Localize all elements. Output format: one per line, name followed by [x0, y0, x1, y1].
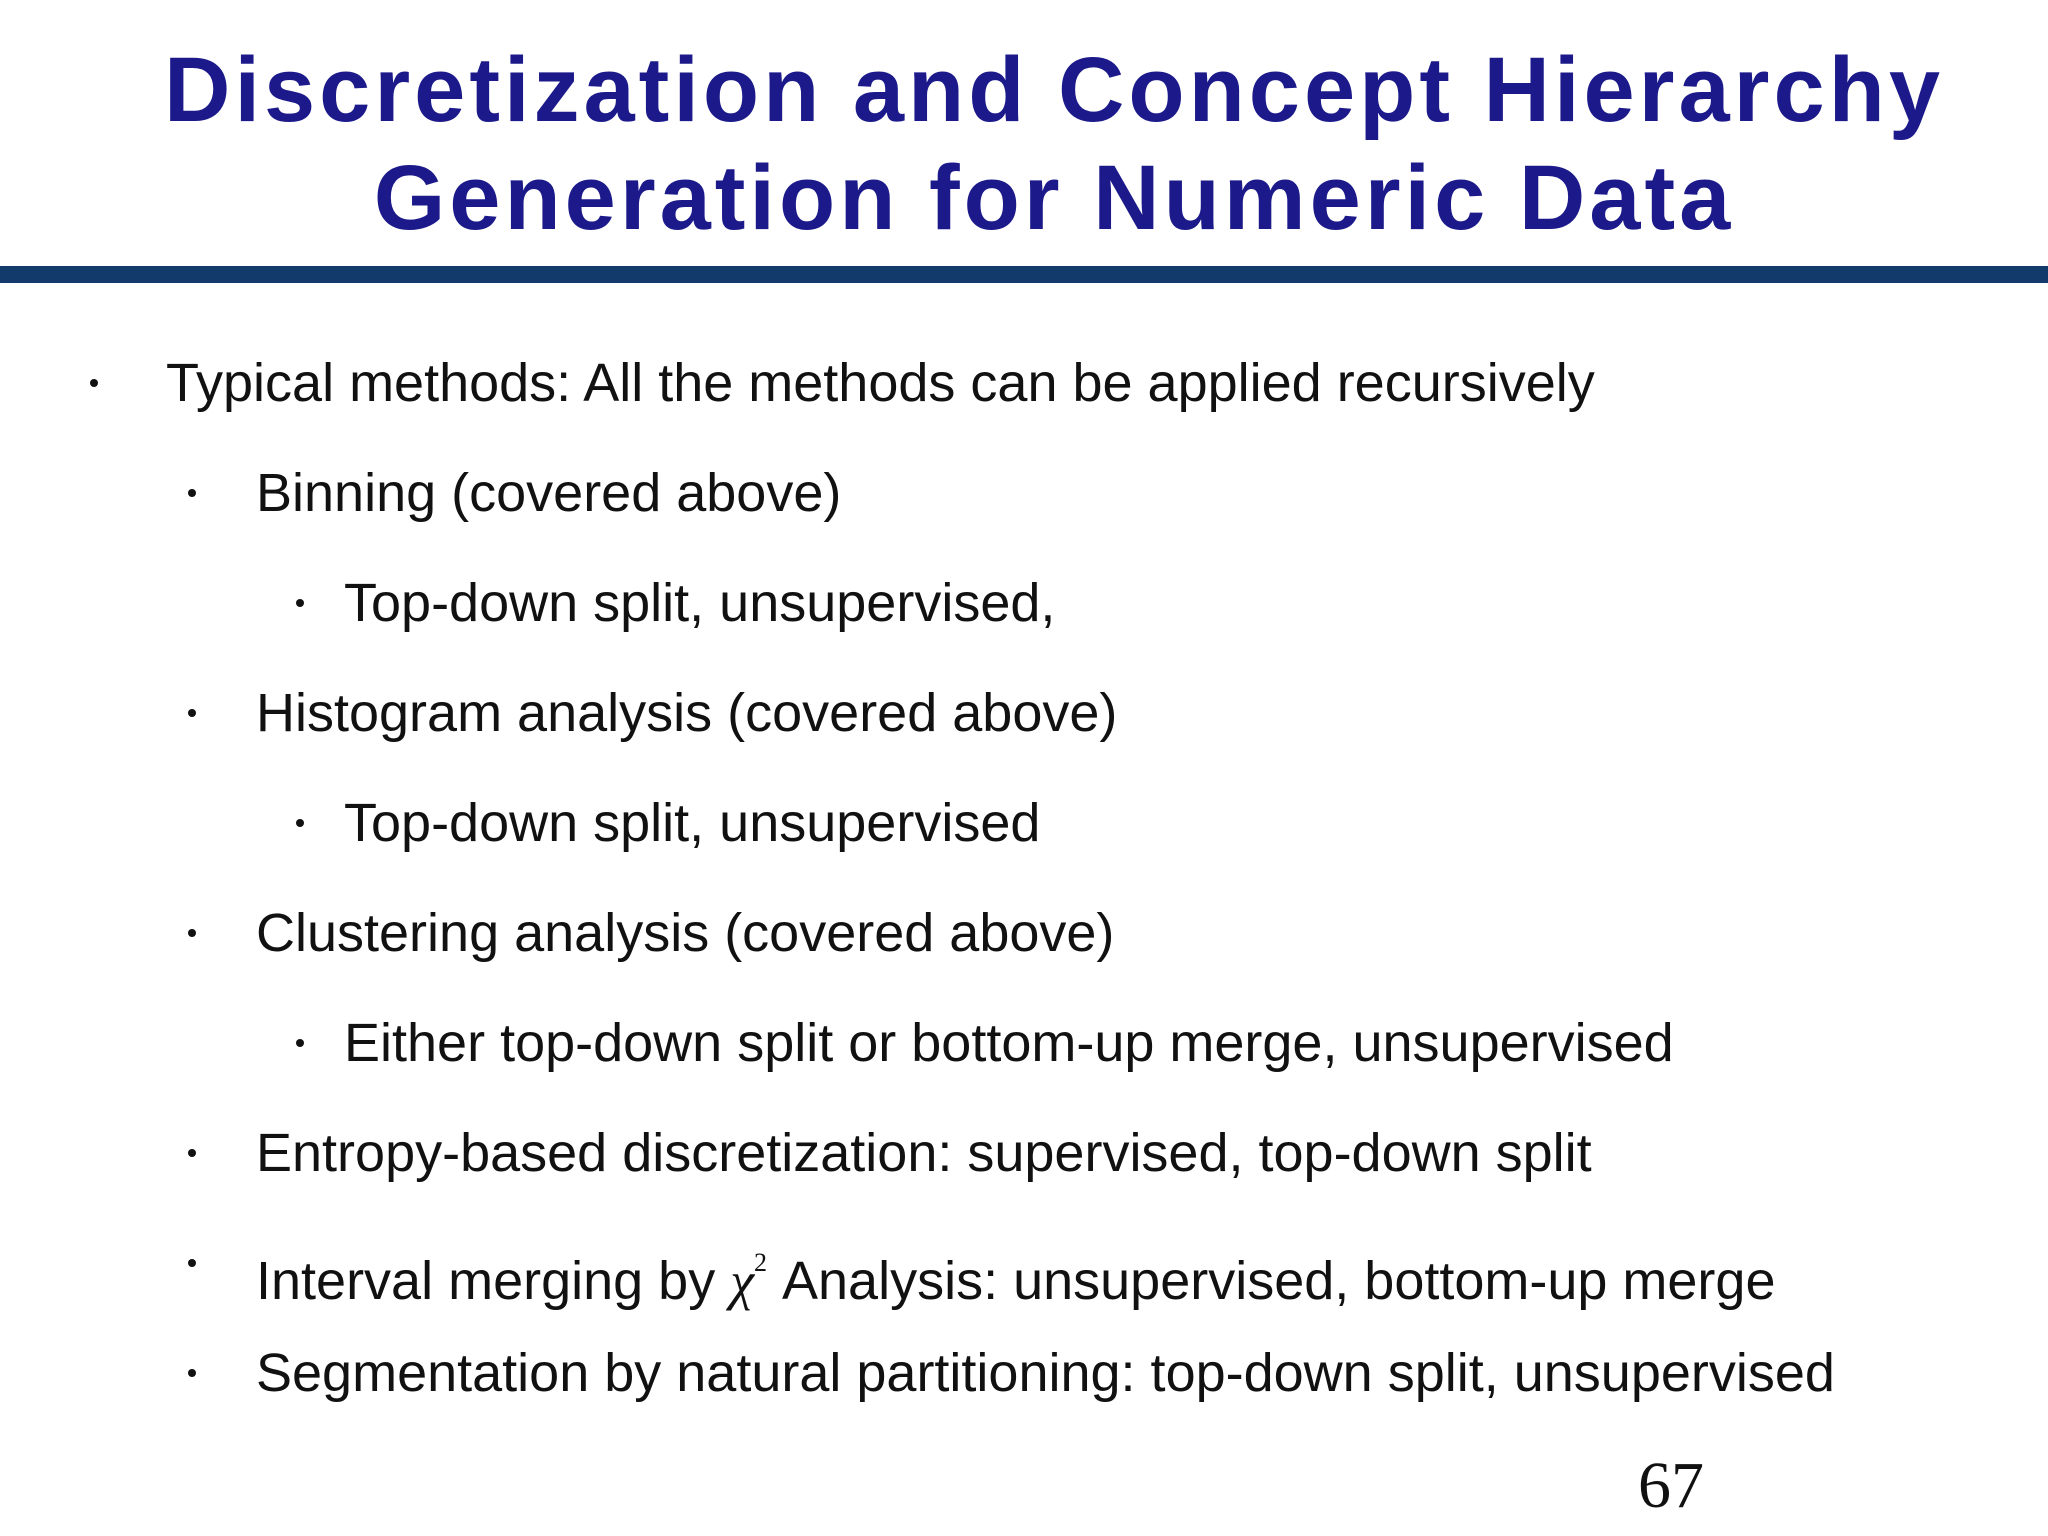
- bullet-item-typical-methods: [0, 343, 2048, 423]
- bullet-item-binning: [0, 453, 2048, 533]
- bullet-item-chi-square: [0, 1223, 2048, 1311]
- bullet-text: Entropy-based discretization: supervised, top-down split: [256, 1123, 1592, 1183]
- bullet-item-clustering: [0, 893, 2048, 973]
- bullet-dot-icon: [188, 929, 196, 937]
- chi-square-symbol: [730, 1248, 767, 1311]
- bullet-dot-icon: [188, 709, 196, 717]
- slide-title-line-2: Generation for Numeric Data: [373, 147, 1735, 249]
- bullet-item-histogram-detail: [0, 783, 2048, 863]
- chi-superscript: 2: [753, 1248, 767, 1277]
- chi-symbol: χ: [730, 1251, 754, 1311]
- bullet-text-before: Interval merging by: [256, 1251, 731, 1311]
- bullet-text: Typical methods: All the methods can be applied recursively: [166, 353, 1595, 413]
- bullet-text: Histogram analysis (covered above): [256, 683, 1118, 743]
- bullet-dot-icon: [188, 1149, 196, 1157]
- bullet-dot-icon: [296, 1039, 304, 1047]
- bullet-item-segmentation: [0, 1333, 2048, 1413]
- bullet-item-clustering-detail: [0, 1003, 2048, 1083]
- bullet-dot-icon: [296, 599, 304, 607]
- page-number: 67: [1638, 1449, 1704, 1522]
- bullet-text-after: Analysis: unsupervised, bottom-up merge: [766, 1251, 1776, 1311]
- bullet-item-histogram: [0, 673, 2048, 753]
- bullet-text: Binning (covered above): [256, 463, 842, 523]
- bullet-text: Top-down split, unsupervised,: [344, 573, 1056, 633]
- bullet-dot-icon: [188, 1259, 196, 1267]
- bullet-text: Clustering analysis (covered above): [256, 903, 1115, 963]
- bullet-item-binning-detail: [0, 563, 2048, 643]
- bullet-text: [256, 1223, 1775, 1321]
- bullet-item-entropy: [0, 1113, 2048, 1193]
- bullet-text: Top-down split, unsupervised: [344, 793, 1041, 853]
- bullet-dot-icon: [296, 819, 304, 827]
- bullet-dot-icon: [188, 489, 196, 497]
- bullet-text: Segmentation by natural partitioning: top-down split, unsupervised: [256, 1343, 1835, 1403]
- bullet-dot-icon: [90, 379, 98, 387]
- bullet-text: Either top-down split or bottom-up merge, unsupervised: [344, 1013, 1674, 1073]
- slide-title-line-1: Discretization and Concept Hierarchy: [164, 39, 1944, 141]
- bullet-dot-icon: [188, 1369, 196, 1377]
